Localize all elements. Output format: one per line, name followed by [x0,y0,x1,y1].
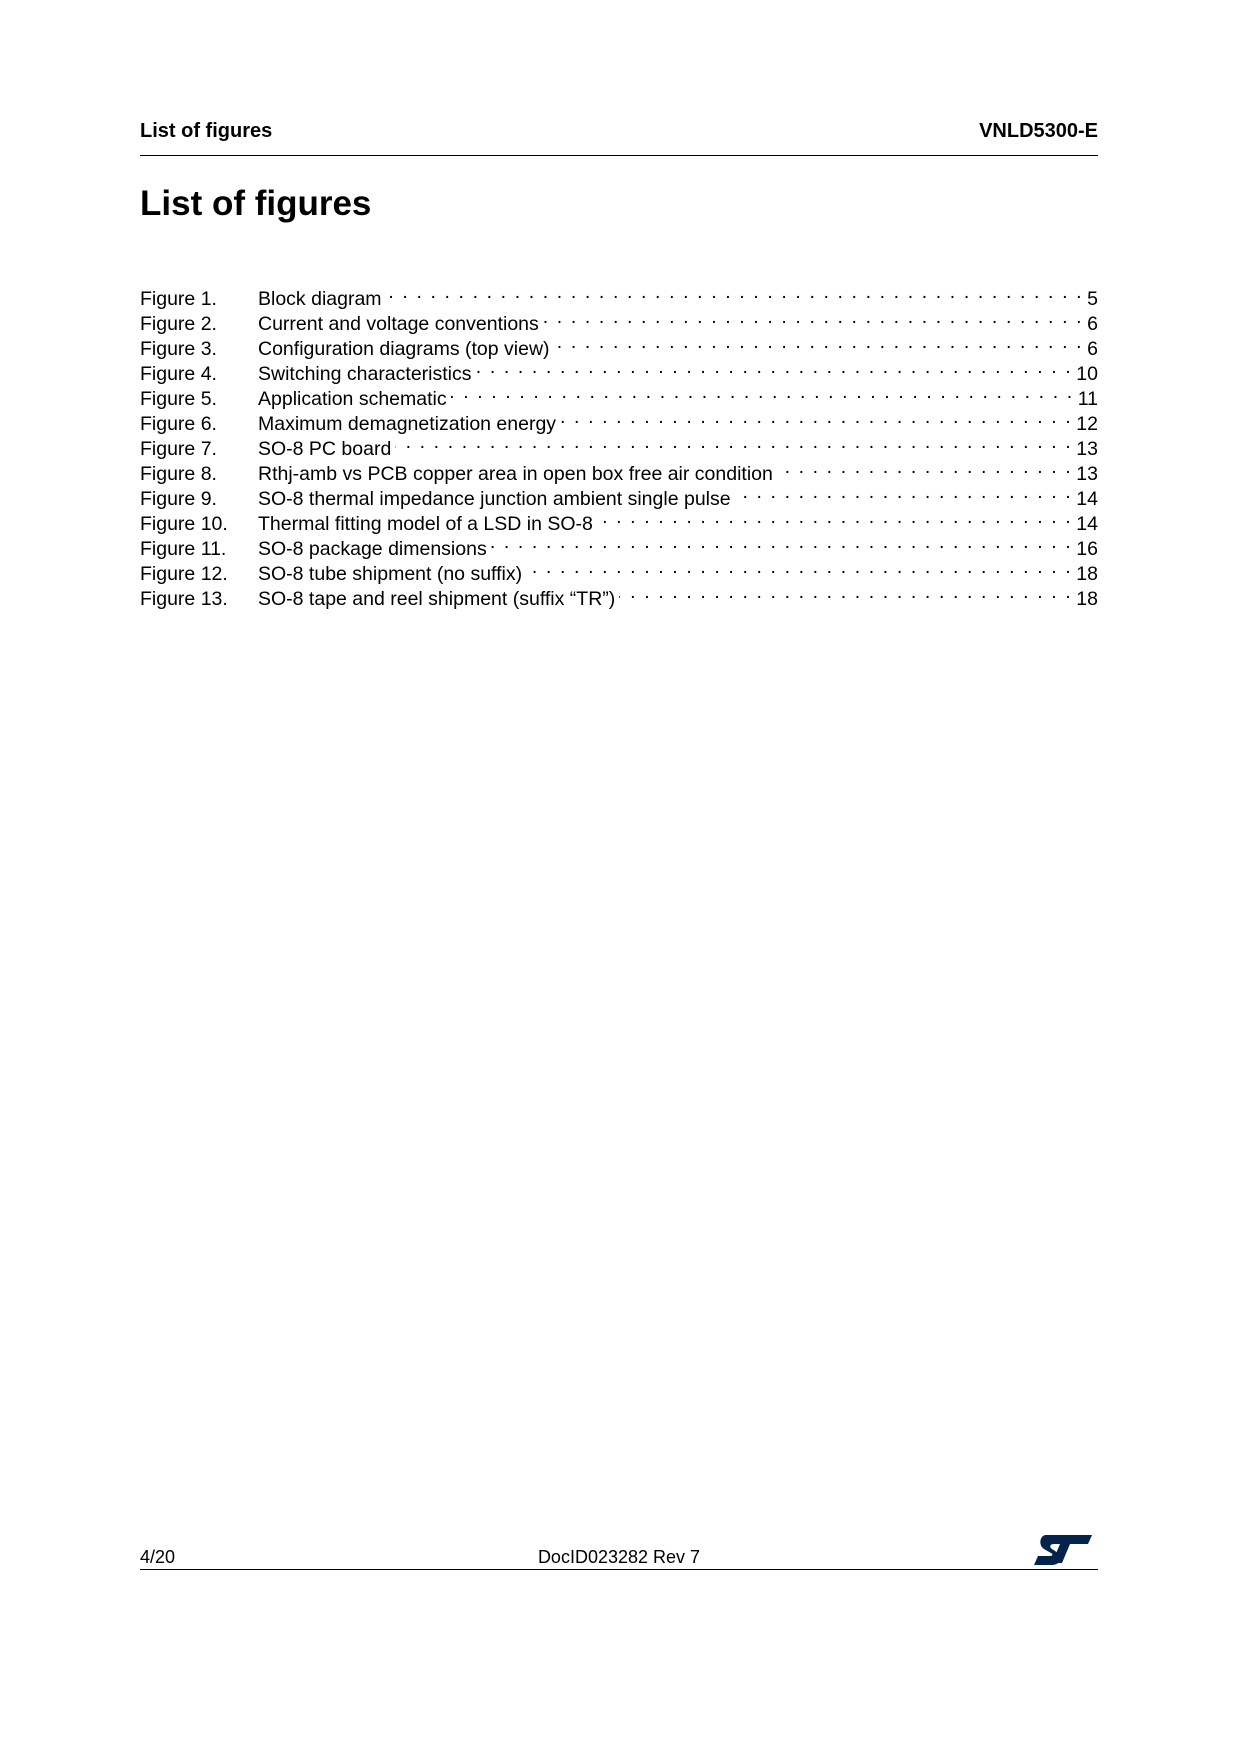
dot-leader [560,405,1072,430]
figures-list [140,280,1098,610]
st-logo-icon [1032,1533,1094,1567]
header-part-number: VNLD5300-E [979,120,1098,142]
figure-page-number: 14 [1076,488,1098,510]
figure-page-number: 16 [1076,538,1098,560]
figure-number: Figure 2. [140,313,217,335]
figure-page-number: 14 [1076,513,1098,535]
figure-number: Figure 8. [140,463,217,485]
dot-leader [619,580,1072,605]
figure-title: Thermal fitting model of a LSD in SO-8 [258,513,593,535]
dot-leader [735,480,1073,505]
figure-title: SO-8 tape and reel shipment (suffix “TR”) [258,588,616,610]
figure-number: Figure 11. [140,538,227,560]
figure-title: Maximum demagnetization energy [258,413,557,435]
figure-number: Figure 12. [140,563,228,585]
dot-leader [451,380,1074,405]
dot-leader [777,455,1072,480]
dot-leader [597,505,1072,530]
figure-entry[interactable] [140,280,1098,310]
figure-title: Configuration diagrams (top view) [258,338,550,360]
figure-page-number: 13 [1076,438,1098,460]
figure-number: Figure 5. [140,388,217,410]
figure-page-number: 5 [1087,288,1098,310]
figure-number: Figure 3. [140,338,217,360]
dot-leader [543,305,1083,330]
dot-leader [395,430,1072,455]
figure-page-number: 18 [1076,588,1098,610]
header-section-title: List of figures [140,120,273,142]
figure-number: Figure 13. [140,588,228,610]
figure-number: Figure 7. [140,438,217,460]
footer-page-number: 4/20 [140,1547,176,1567]
figure-title: SO-8 package dimensions [258,538,487,560]
figure-number: Figure 6. [140,413,217,435]
dot-leader [554,330,1084,355]
figure-title: Switching characteristics [258,363,472,385]
figure-page-number: 18 [1076,563,1098,585]
page-title: List of figures [140,184,372,223]
figure-title: SO-8 tube shipment (no suffix) [258,563,523,585]
figure-number: Figure 9. [140,488,217,510]
figure-page-number: 13 [1076,463,1098,485]
running-header [140,119,1098,156]
figure-title: Current and voltage conventions [258,313,539,335]
figure-title: Block diagram [258,288,382,310]
figure-page-number: 10 [1076,363,1098,385]
figure-title: SO-8 thermal impedance junction ambient single pulse [258,488,731,510]
figure-title: SO-8 PC board [258,438,392,460]
figure-page-number: 6 [1087,338,1098,360]
figure-title: Application schematic [258,388,447,410]
dot-leader [491,530,1073,555]
page-footer [140,1533,1098,1570]
dot-leader [526,555,1072,580]
dot-leader [386,280,1084,305]
figure-number: Figure 10. [140,513,228,535]
figure-page-number: 6 [1087,313,1098,335]
figure-page-number: 11 [1077,388,1098,410]
figure-number: Figure 1. [140,288,217,310]
figure-title: Rthj-amb vs PCB copper area in open box free air condition [258,463,773,485]
footer-doc-id: DocID023282 Rev 7 [537,1547,701,1567]
figure-page-number: 12 [1076,413,1098,435]
dot-leader [476,355,1073,380]
figure-number: Figure 4. [140,363,217,385]
